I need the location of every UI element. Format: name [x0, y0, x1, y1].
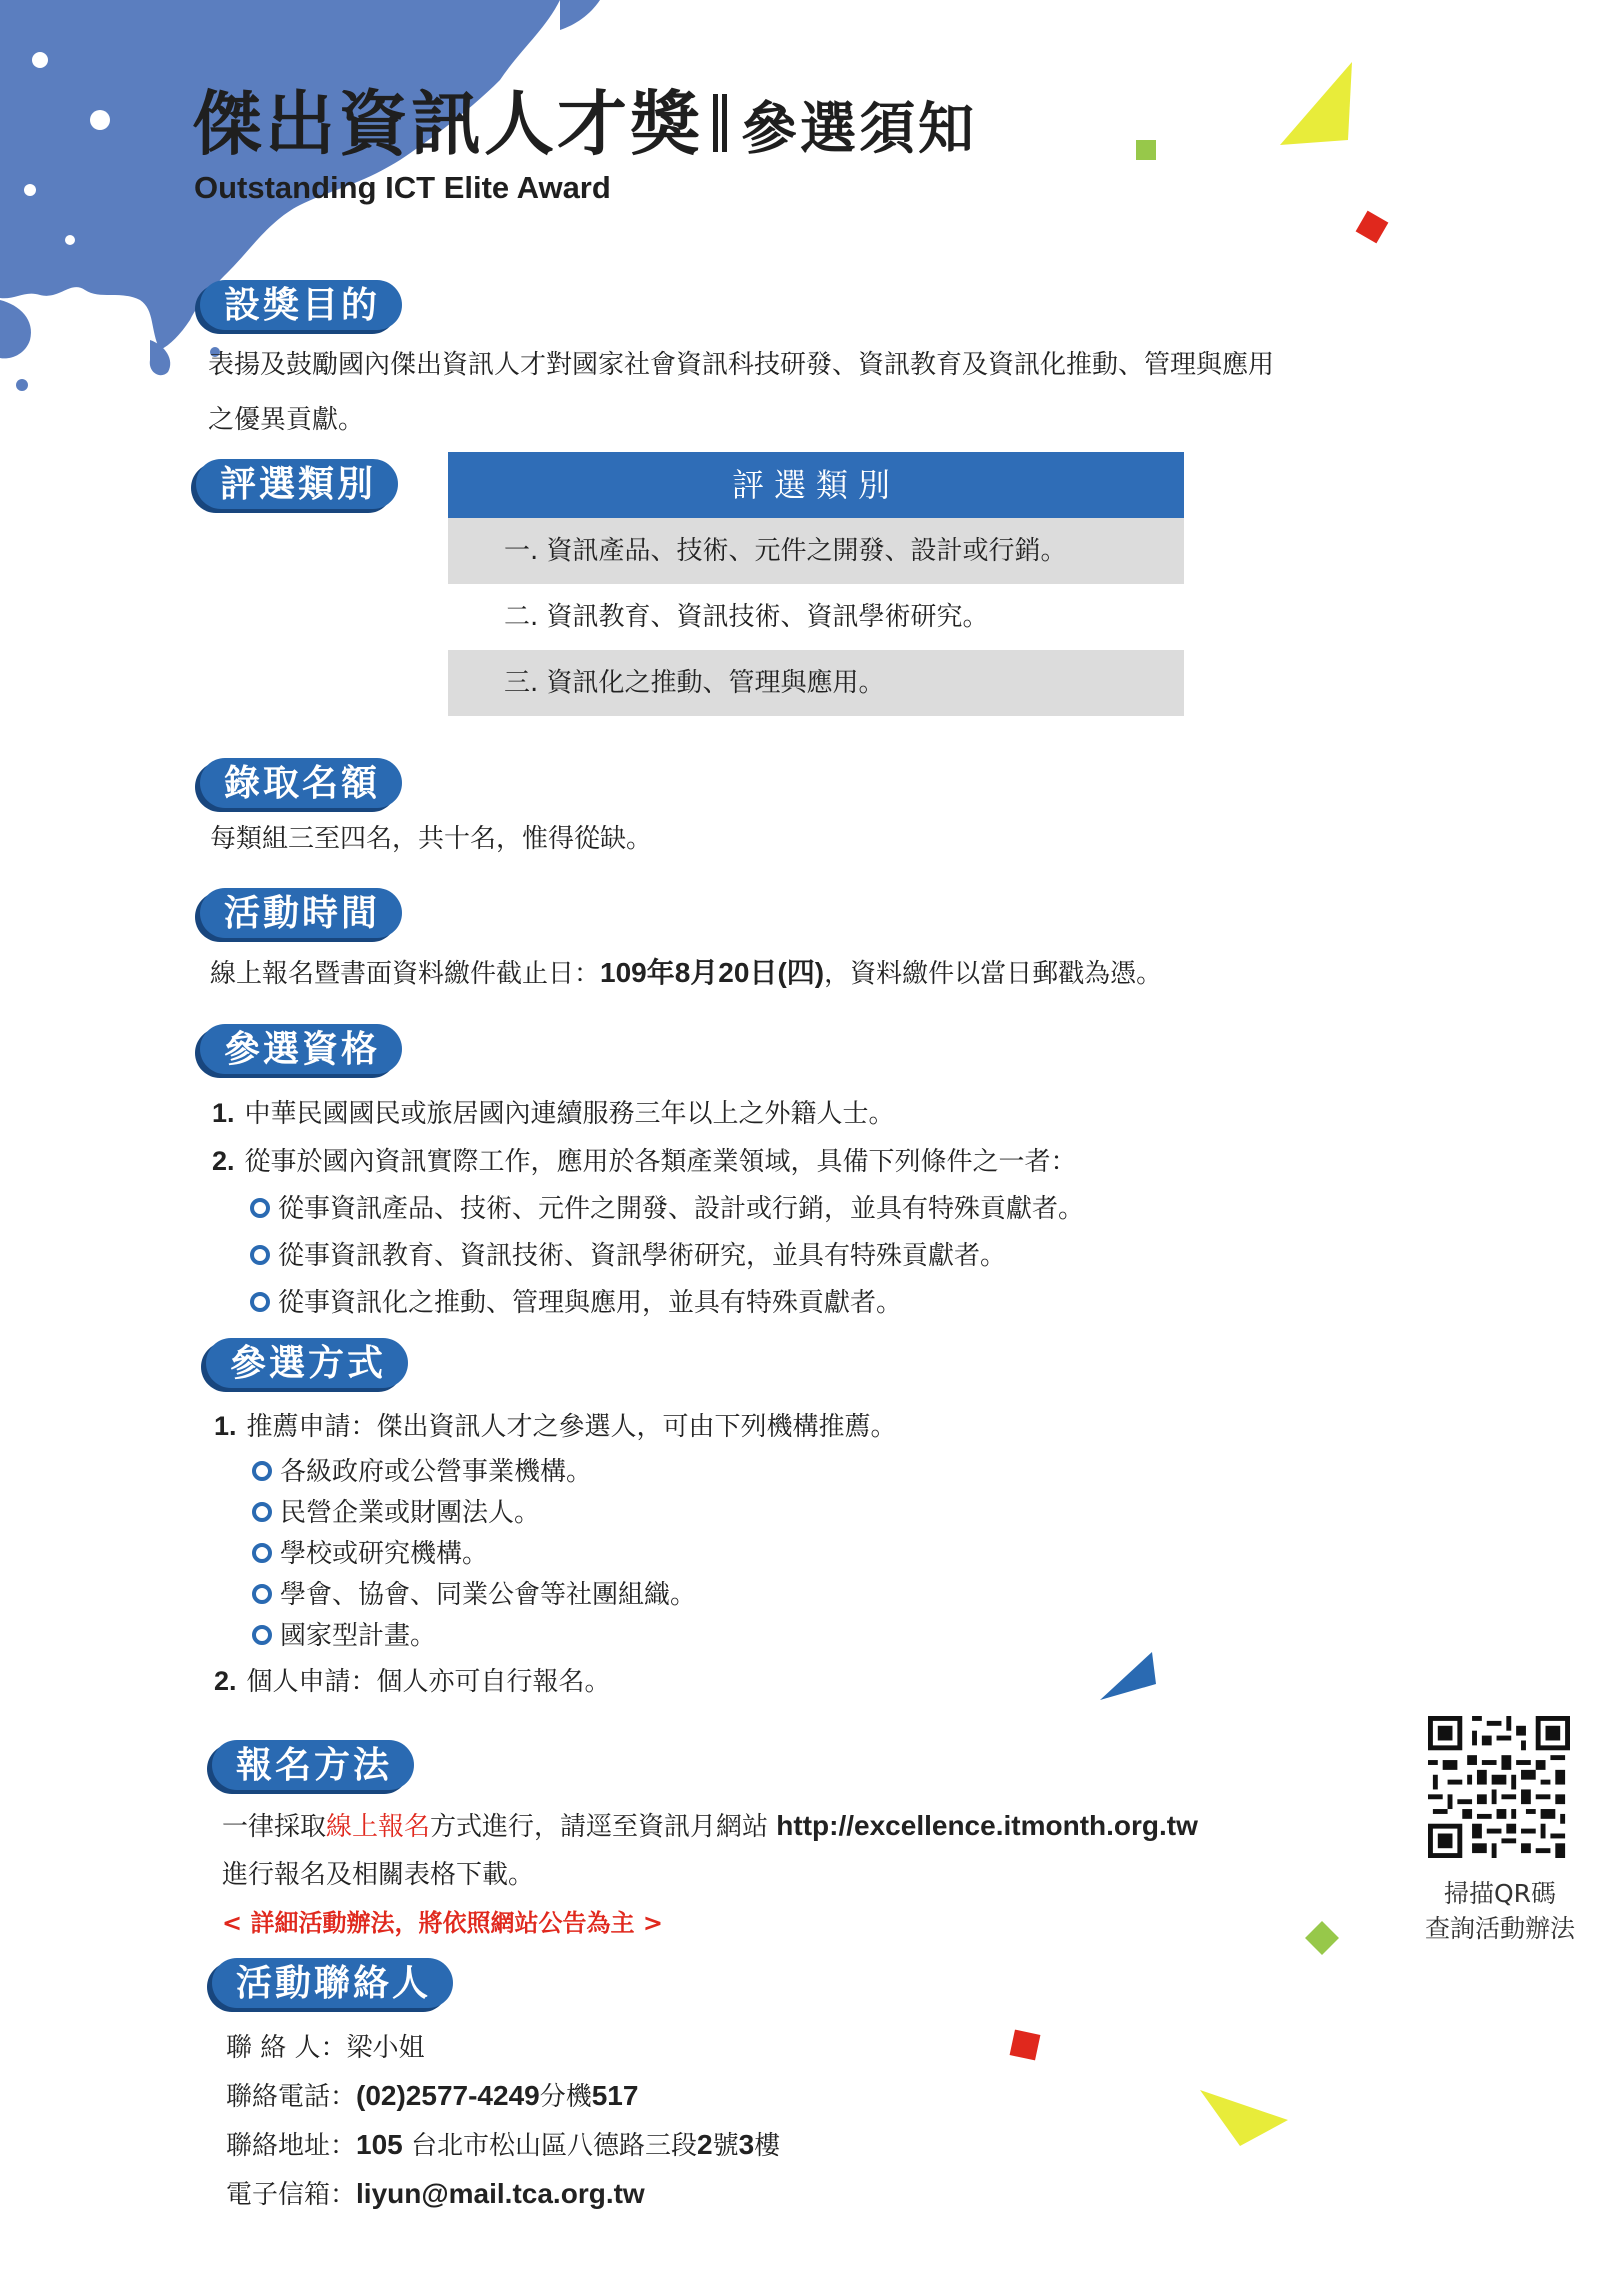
red-diamond-top	[1356, 211, 1389, 244]
section-heading-schedule: 活動時間	[200, 888, 402, 938]
list-item	[214, 1493, 897, 1534]
circle-bullet-icon	[252, 1502, 272, 1522]
categories-table-row: 二. 資訊教育、資訊技術、資訊學術研究。	[504, 602, 989, 632]
circle-bullet-icon	[250, 1198, 270, 1218]
purpose-line-1: 表揚及鼓勵國內傑出資訊人才對國家社會資訊科技研發、資訊教育及資訊化推動、管理與應用	[208, 350, 1275, 380]
quota-text: 每類組三至四名，共十名，惟得從缺。	[210, 824, 653, 854]
contact-ext-label: 分機	[539, 2082, 592, 2112]
categories-table	[448, 452, 1184, 716]
title-main-text: 傑出資訊人才獎	[192, 82, 703, 165]
contact-person-label: 聯 絡 人：	[226, 2033, 347, 2063]
schedule-suffix: ，資料繳件以當日郵戳為憑。	[824, 959, 1163, 989]
contact-address-number: 2	[697, 2129, 713, 2160]
section-heading-registration: 報名方法	[212, 1740, 414, 1790]
contact-address-part: 號	[712, 2131, 739, 2161]
title-divider	[722, 94, 727, 152]
list-text: 個人申請：個人亦可自行報名。	[246, 1667, 611, 1697]
section-heading-method: 參選方式	[206, 1338, 408, 1388]
blue-triangle-mid	[1100, 1652, 1156, 1700]
list-text: 從事資訊教育、資訊技術、資訊學術研究，並具有特殊貢獻者。	[278, 1241, 1007, 1271]
contact-info	[226, 2024, 780, 2219]
list-item	[212, 1280, 1084, 1327]
circle-bullet-icon	[250, 1245, 270, 1265]
red-square-bottom	[1010, 2030, 1041, 2061]
list-text: 推薦申請：傑出資訊人才之參選人，可由下列機構推薦。	[246, 1412, 897, 1442]
contact-person	[226, 2024, 780, 2072]
contact-ext-value: 517	[591, 2080, 639, 2111]
categories-table-header: 評選類別	[448, 452, 1184, 518]
list-item	[212, 1138, 1084, 1186]
list-text: 中華民國國民或旅居國內連續服務三年以上之外籍人士。	[244, 1099, 895, 1129]
method-list	[214, 1406, 897, 1703]
list-item	[214, 1534, 897, 1575]
circle-bullet-icon	[252, 1461, 272, 1481]
title-divider	[713, 94, 718, 152]
registration-note: < 詳細活動辦法，將依照網站公告為主 >	[222, 1909, 663, 1937]
contact-phone-label: 聯絡電話：	[226, 2082, 357, 2112]
contact-address-label: 聯絡地址：	[226, 2131, 357, 2161]
list-item	[212, 1233, 1084, 1280]
schedule-text	[210, 952, 1162, 994]
online-registration-highlight: 線上報名	[326, 1812, 431, 1842]
list-item	[214, 1575, 897, 1616]
purpose-text	[208, 338, 1274, 448]
registration-text	[222, 1802, 1198, 1947]
list-item	[214, 1661, 897, 1703]
categories-table-row: 一. 資訊產品、技術、元件之開發、設計或行銷。	[448, 518, 1184, 584]
section-heading-purpose: 設獎目的	[200, 280, 402, 330]
circle-bullet-icon	[252, 1625, 272, 1645]
list-number: 2.	[212, 1146, 235, 1176]
schedule-prefix: 線上報名暨書面資料繳件截止日：	[210, 959, 601, 989]
yellow-triangle-bottom	[1200, 2090, 1288, 2146]
registration-mid: 方式進行，請逕至資訊月網站	[430, 1812, 777, 1842]
english-title: Outstanding ICT Elite Award	[194, 170, 611, 205]
contact-zip: 105	[356, 2129, 403, 2160]
deadline-date: 109年8月20日(四)	[600, 957, 825, 988]
contact-address-part: 台北市松山區八德路三段	[402, 2131, 697, 2161]
title-subtitle: 參選須知	[741, 96, 977, 162]
eligibility-list	[212, 1090, 1084, 1327]
green-diamond-bottom	[1305, 1921, 1339, 1955]
yellow-triangle-top	[1280, 62, 1352, 145]
list-item	[212, 1186, 1084, 1233]
circle-bullet-icon	[252, 1584, 272, 1604]
qr-caption	[1410, 1876, 1590, 1946]
list-text: 從事資訊化之推動、管理與應用，並具有特殊貢獻者。	[278, 1288, 903, 1318]
list-text: 學會、協會、同業公會等社團組織。	[280, 1580, 697, 1610]
list-text: 從事於國內資訊實際工作，應用於各類產業領域，具備下列條件之一者：	[244, 1147, 1077, 1177]
list-text: 國家型計畫。	[280, 1621, 437, 1651]
contact-address-floor: 3	[738, 2129, 755, 2160]
list-text: 各級政府或公營事業機構。	[280, 1457, 593, 1487]
page-title	[192, 68, 977, 169]
section-heading-quota: 錄取名額	[200, 758, 402, 808]
registration-line-2: 進行報名及相關表格下載。	[222, 1860, 535, 1890]
registration-prefix: 一律採取	[222, 1812, 327, 1842]
contact-phone-value: (02)2577-4249	[356, 2080, 540, 2111]
list-item	[214, 1406, 897, 1448]
circle-bullet-icon	[250, 1292, 270, 1312]
contact-email	[226, 2170, 780, 2219]
list-item	[214, 1616, 897, 1657]
qr-caption-line-1: 掃描QR碼	[1443, 1879, 1557, 1908]
qr-caption-line-2: 查詢活動辦法	[1424, 1914, 1575, 1943]
list-text: 從事資訊產品、技術、元件之開發、設計或行銷，並具有特殊貢獻者。	[278, 1194, 1085, 1224]
list-number: 1.	[212, 1098, 235, 1128]
purpose-line-2: 之優異貢獻。	[208, 405, 365, 435]
website-link[interactable]: http://excellence.itmonth.org.tw	[776, 1810, 1198, 1841]
registration-line-1	[222, 1802, 1198, 1851]
contact-person-value: 梁小姐	[346, 2033, 425, 2063]
list-text: 民營企業或財團法人。	[280, 1498, 541, 1528]
list-number: 2.	[214, 1666, 237, 1696]
section-heading-categories: 評選類別	[196, 459, 398, 509]
list-text: 學校或研究機構。	[280, 1539, 489, 1569]
section-heading-eligibility: 參選資格	[200, 1024, 402, 1074]
qr-code-icon[interactable]	[1428, 1716, 1570, 1858]
section-heading-contact: 活動聯絡人	[212, 1958, 453, 2008]
list-item	[212, 1090, 1084, 1138]
contact-phone	[226, 2072, 780, 2121]
green-square-top	[1136, 140, 1156, 160]
list-item	[214, 1452, 897, 1493]
circle-bullet-icon	[252, 1543, 272, 1563]
contact-email-label: 電子信箱：	[226, 2180, 357, 2210]
contact-email-value[interactable]: liyun@mail.tca.org.tw	[356, 2178, 645, 2209]
list-number: 1.	[214, 1411, 237, 1441]
contact-address	[226, 2121, 780, 2170]
contact-address-part: 樓	[754, 2131, 781, 2161]
categories-table-row: 三. 資訊化之推動、管理與應用。	[448, 650, 1184, 716]
